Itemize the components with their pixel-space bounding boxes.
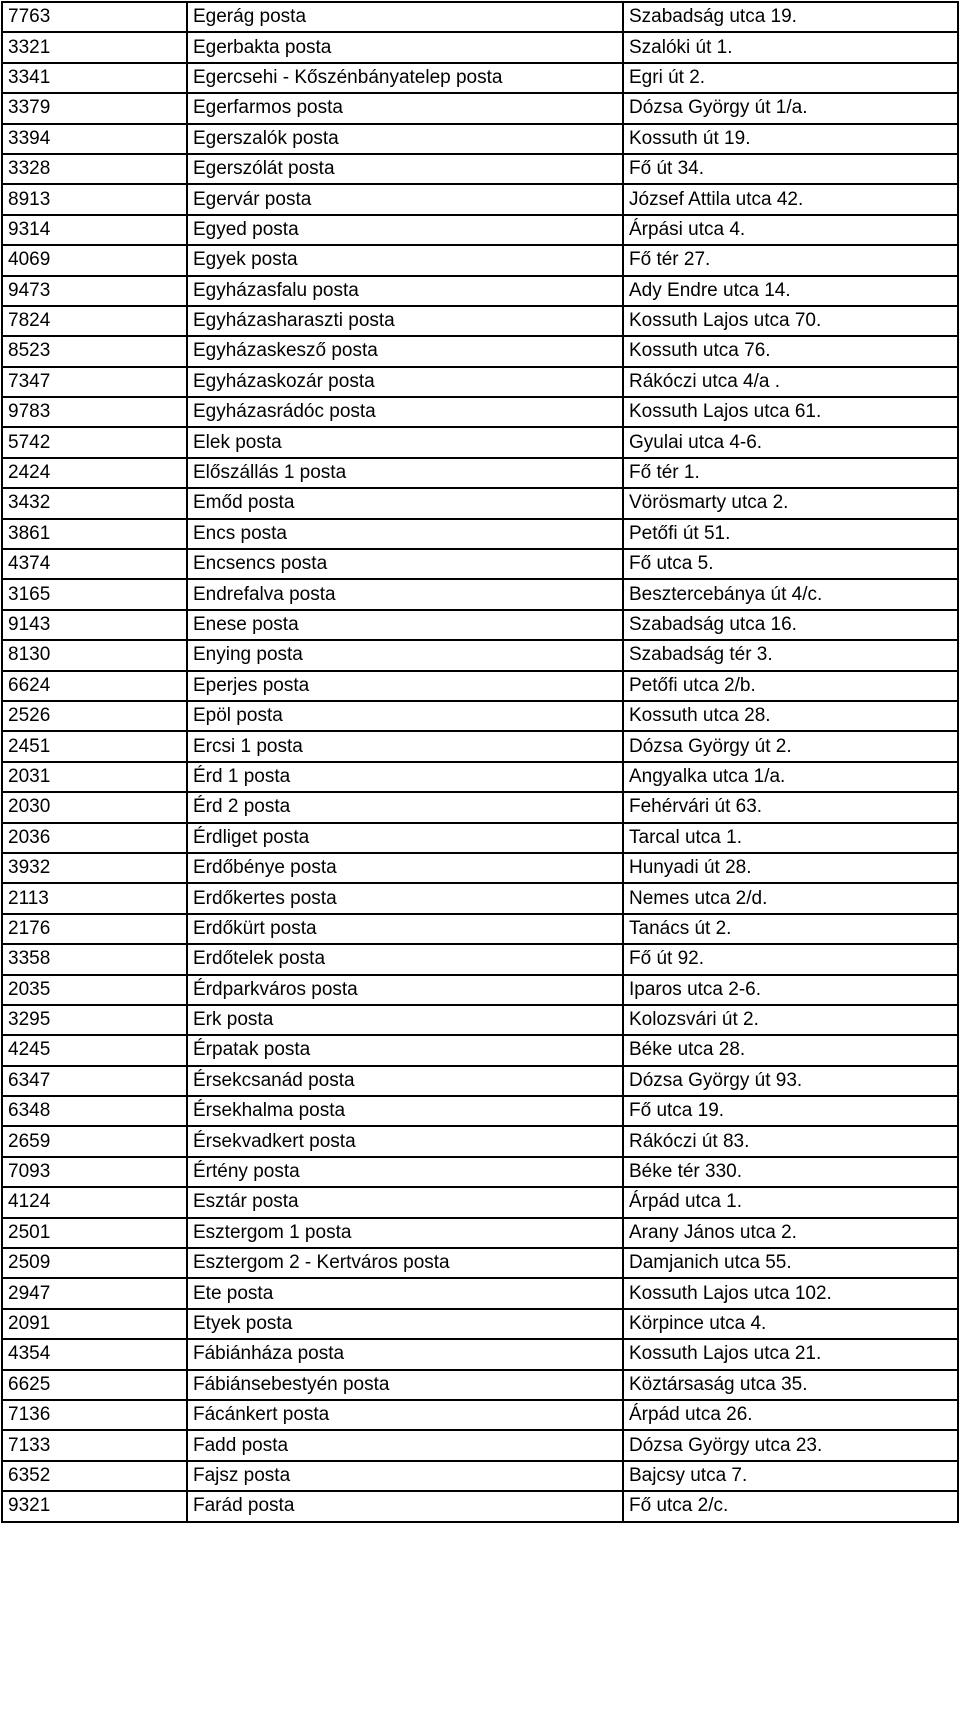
table-row (2, 1461, 958, 1491)
post-office-name-cell: Érdliget posta (187, 823, 623, 853)
post-office-name-cell: Esztergom 1 posta (187, 1218, 623, 1248)
postal-code-cell: 9314 (2, 215, 187, 245)
table-row (2, 367, 958, 397)
postal-code-cell: 2947 (2, 1278, 187, 1308)
postal-code-cell: 5742 (2, 427, 187, 457)
post-office-name-cell: Erdőkürt posta (187, 914, 623, 944)
postal-code-cell: 2509 (2, 1248, 187, 1278)
table-row (2, 1491, 958, 1521)
table-row (2, 427, 958, 457)
post-office-name-cell: Érsekcsanád posta (187, 1066, 623, 1096)
address-cell: Petőfi utca 2/b. (623, 671, 958, 701)
postal-code-cell: 7763 (2, 2, 187, 32)
postal-code-cell: 3328 (2, 154, 187, 184)
post-office-name-cell: Eperjes posta (187, 671, 623, 701)
table-row (2, 762, 958, 792)
table-row (2, 93, 958, 123)
table-row (2, 640, 958, 670)
table-row (2, 1218, 958, 1248)
address-cell: Egri út 2. (623, 63, 958, 93)
address-cell: Besztercebánya út 4/c. (623, 579, 958, 609)
post-office-name-cell: Egyházaskesző posta (187, 336, 623, 366)
table-row (2, 1187, 958, 1217)
table-row (2, 276, 958, 306)
post-office-name-cell: Enying posta (187, 640, 623, 670)
table-row (2, 215, 958, 245)
postal-code-cell: 3861 (2, 519, 187, 549)
postal-code-cell: 3321 (2, 32, 187, 62)
table-row (2, 1035, 958, 1065)
address-cell: Kolozsvári út 2. (623, 1005, 958, 1035)
address-cell: Vörösmarty utca 2. (623, 488, 958, 518)
post-office-table (1, 1, 959, 1523)
table-row (2, 1005, 958, 1035)
postal-code-cell: 6347 (2, 1066, 187, 1096)
table-row (2, 336, 958, 366)
address-cell: Fő utca 2/c. (623, 1491, 958, 1521)
post-office-name-cell: Egyházasharaszti posta (187, 306, 623, 336)
address-cell: Hunyadi út 28. (623, 853, 958, 883)
table-row (2, 823, 958, 853)
address-cell: Kossuth Lajos utca 70. (623, 306, 958, 336)
postal-code-cell: 6625 (2, 1370, 187, 1400)
post-office-name-cell: Érsekhalma posta (187, 1096, 623, 1126)
address-cell: Nemes utca 2/d. (623, 883, 958, 913)
table-row (2, 883, 958, 913)
table-row (2, 458, 958, 488)
postal-code-cell: 4245 (2, 1035, 187, 1065)
table-row (2, 1096, 958, 1126)
postal-code-cell: 3932 (2, 853, 187, 883)
address-cell: Kossuth Lajos utca 21. (623, 1339, 958, 1369)
post-office-name-cell: Erdőbénye posta (187, 853, 623, 883)
table-row (2, 549, 958, 579)
postal-code-cell: 4069 (2, 245, 187, 275)
address-cell: Fő út 92. (623, 944, 958, 974)
post-office-name-cell: Előszállás 1 posta (187, 458, 623, 488)
postal-code-cell: 7824 (2, 306, 187, 336)
post-office-name-cell: Farád posta (187, 1491, 623, 1521)
address-cell: Árpási utca 4. (623, 215, 958, 245)
post-office-name-cell: Egyházasrádóc posta (187, 397, 623, 427)
table-row (2, 1278, 958, 1308)
postal-code-cell: 8130 (2, 640, 187, 670)
address-cell: Körpince utca 4. (623, 1309, 958, 1339)
post-office-name-cell: Enese posta (187, 610, 623, 640)
address-cell: Rákóczi út 83. (623, 1126, 958, 1156)
postal-code-cell: 3165 (2, 579, 187, 609)
address-cell: Iparos utca 2-6. (623, 975, 958, 1005)
address-cell: Bajcsy utca 7. (623, 1461, 958, 1491)
table-row (2, 1248, 958, 1278)
address-cell: Fehérvári út 63. (623, 792, 958, 822)
address-cell: József Attila utca 42. (623, 184, 958, 214)
address-cell: Fő tér 1. (623, 458, 958, 488)
address-cell: Fő utca 5. (623, 549, 958, 579)
postal-code-cell: 6352 (2, 1461, 187, 1491)
address-cell: Köztársaság utca 35. (623, 1370, 958, 1400)
post-office-name-cell: Esztergom 2 - Kertváros posta (187, 1248, 623, 1278)
post-office-name-cell: Erdőkertes posta (187, 883, 623, 913)
post-office-name-cell: Egervár posta (187, 184, 623, 214)
post-office-name-cell: Fadd posta (187, 1430, 623, 1460)
table-row (2, 1370, 958, 1400)
post-office-name-cell: Etyek posta (187, 1309, 623, 1339)
table-row (2, 792, 958, 822)
postal-code-cell: 4354 (2, 1339, 187, 1369)
address-cell: Damjanich utca 55. (623, 1248, 958, 1278)
table-row (2, 975, 958, 1005)
post-office-name-cell: Egerfarmos posta (187, 93, 623, 123)
post-office-name-cell: Epöl posta (187, 701, 623, 731)
postal-code-cell: 3394 (2, 124, 187, 154)
postal-code-cell: 9473 (2, 276, 187, 306)
address-cell: Árpád utca 1. (623, 1187, 958, 1217)
post-office-name-cell: Érsekvadkert posta (187, 1126, 623, 1156)
table-row (2, 1066, 958, 1096)
postal-code-cell: 7347 (2, 367, 187, 397)
address-cell: Szalóki út 1. (623, 32, 958, 62)
address-cell: Szabadság utca 19. (623, 2, 958, 32)
address-cell: Fő út 34. (623, 154, 958, 184)
table-row (2, 488, 958, 518)
address-cell: Árpád utca 26. (623, 1400, 958, 1430)
post-office-name-cell: Endrefalva posta (187, 579, 623, 609)
post-office-name-cell: Ercsi 1 posta (187, 731, 623, 761)
address-cell: Dózsa György utca 23. (623, 1430, 958, 1460)
table-row (2, 671, 958, 701)
postal-code-cell: 2424 (2, 458, 187, 488)
table-row (2, 154, 958, 184)
table-row (2, 32, 958, 62)
table-row (2, 914, 958, 944)
post-office-name-cell: Egyek posta (187, 245, 623, 275)
post-office-name-cell: Egyed posta (187, 215, 623, 245)
post-office-name-cell: Egyházaskozár posta (187, 367, 623, 397)
address-cell: Kossuth út 19. (623, 124, 958, 154)
postal-code-cell: 6348 (2, 1096, 187, 1126)
address-cell: Szabadság utca 16. (623, 610, 958, 640)
table-row (2, 1339, 958, 1369)
post-office-name-cell: Encs posta (187, 519, 623, 549)
table-row (2, 731, 958, 761)
post-office-name-cell: Érd 1 posta (187, 762, 623, 792)
postal-code-cell: 2035 (2, 975, 187, 1005)
postal-code-cell: 9321 (2, 1491, 187, 1521)
post-office-name-cell: Ete posta (187, 1278, 623, 1308)
postal-code-cell: 2113 (2, 883, 187, 913)
table-row (2, 944, 958, 974)
post-office-name-cell: Fajsz posta (187, 1461, 623, 1491)
postal-code-cell: 3341 (2, 63, 187, 93)
table-row (2, 853, 958, 883)
table-row (2, 2, 958, 32)
postal-code-cell: 2176 (2, 914, 187, 944)
table-row (2, 124, 958, 154)
post-office-name-cell: Egerbakta posta (187, 32, 623, 62)
postal-code-cell: 2031 (2, 762, 187, 792)
postal-code-cell: 3358 (2, 944, 187, 974)
table-row (2, 245, 958, 275)
postal-code-cell: 2451 (2, 731, 187, 761)
address-cell: Fő tér 27. (623, 245, 958, 275)
post-office-name-cell: Érpatak posta (187, 1035, 623, 1065)
table-row (2, 397, 958, 427)
address-cell: Dózsa György út 1/a. (623, 93, 958, 123)
post-office-name-cell: Fácánkert posta (187, 1400, 623, 1430)
postal-code-cell: 9143 (2, 610, 187, 640)
postal-code-cell: 3379 (2, 93, 187, 123)
table-row (2, 184, 958, 214)
postal-code-cell: 2036 (2, 823, 187, 853)
address-cell: Tarcal utca 1. (623, 823, 958, 853)
address-cell: Rákóczi utca 4/a . (623, 367, 958, 397)
address-cell: Dózsa György út 93. (623, 1066, 958, 1096)
post-office-name-cell: Encsencs posta (187, 549, 623, 579)
address-cell: Tanács út 2. (623, 914, 958, 944)
table-row (2, 1400, 958, 1430)
post-office-name-cell: Erk posta (187, 1005, 623, 1035)
address-cell: Kossuth Lajos utca 61. (623, 397, 958, 427)
address-cell: Petőfi út 51. (623, 519, 958, 549)
postal-code-cell: 3432 (2, 488, 187, 518)
postal-code-cell: 7093 (2, 1157, 187, 1187)
post-office-name-cell: Erdőtelek posta (187, 944, 623, 974)
postal-code-cell: 2526 (2, 701, 187, 731)
postal-code-cell: 2091 (2, 1309, 187, 1339)
post-office-name-cell: Egercsehi - Kőszénbányatelep posta (187, 63, 623, 93)
postal-code-cell: 6624 (2, 671, 187, 701)
postal-code-cell: 7136 (2, 1400, 187, 1430)
post-office-name-cell: Emőd posta (187, 488, 623, 518)
postal-code-cell: 8913 (2, 184, 187, 214)
address-cell: Ady Endre utca 14. (623, 276, 958, 306)
post-office-name-cell: Érdparkváros posta (187, 975, 623, 1005)
postal-code-cell: 4124 (2, 1187, 187, 1217)
table-row (2, 519, 958, 549)
post-office-name-cell: Egerág posta (187, 2, 623, 32)
postal-code-cell: 2030 (2, 792, 187, 822)
address-cell: Szabadság tér 3. (623, 640, 958, 670)
address-cell: Arany János utca 2. (623, 1218, 958, 1248)
address-cell: Angyalka utca 1/a. (623, 762, 958, 792)
post-office-name-cell: Egyházasfalu posta (187, 276, 623, 306)
table-body (2, 2, 958, 1522)
postal-code-cell: 7133 (2, 1430, 187, 1460)
table-row (2, 579, 958, 609)
postal-code-cell: 2501 (2, 1218, 187, 1248)
address-cell: Kossuth utca 76. (623, 336, 958, 366)
postal-code-cell: 8523 (2, 336, 187, 366)
postal-code-cell: 3295 (2, 1005, 187, 1035)
table-row (2, 610, 958, 640)
table-row (2, 701, 958, 731)
table-row (2, 306, 958, 336)
address-cell: Fő utca 19. (623, 1096, 958, 1126)
address-cell: Béke tér 330. (623, 1157, 958, 1187)
postal-code-cell: 9783 (2, 397, 187, 427)
post-office-name-cell: Egerszalók posta (187, 124, 623, 154)
post-office-name-cell: Elek posta (187, 427, 623, 457)
postal-code-cell: 2659 (2, 1126, 187, 1156)
table-row (2, 63, 958, 93)
post-office-name-cell: Fábiánsebestyén posta (187, 1370, 623, 1400)
post-office-name-cell: Esztár posta (187, 1187, 623, 1217)
table-row (2, 1126, 958, 1156)
address-cell: Dózsa György út 2. (623, 731, 958, 761)
address-cell: Gyulai utca 4-6. (623, 427, 958, 457)
address-cell: Kossuth utca 28. (623, 701, 958, 731)
post-office-name-cell: Fábiánháza posta (187, 1339, 623, 1369)
address-cell: Béke utca 28. (623, 1035, 958, 1065)
post-office-name-cell: Értény posta (187, 1157, 623, 1187)
post-office-name-cell: Érd 2 posta (187, 792, 623, 822)
table-row (2, 1309, 958, 1339)
postal-code-cell: 4374 (2, 549, 187, 579)
table-row (2, 1157, 958, 1187)
post-office-name-cell: Egerszólát posta (187, 154, 623, 184)
table-row (2, 1430, 958, 1460)
address-cell: Kossuth Lajos utca 102. (623, 1278, 958, 1308)
